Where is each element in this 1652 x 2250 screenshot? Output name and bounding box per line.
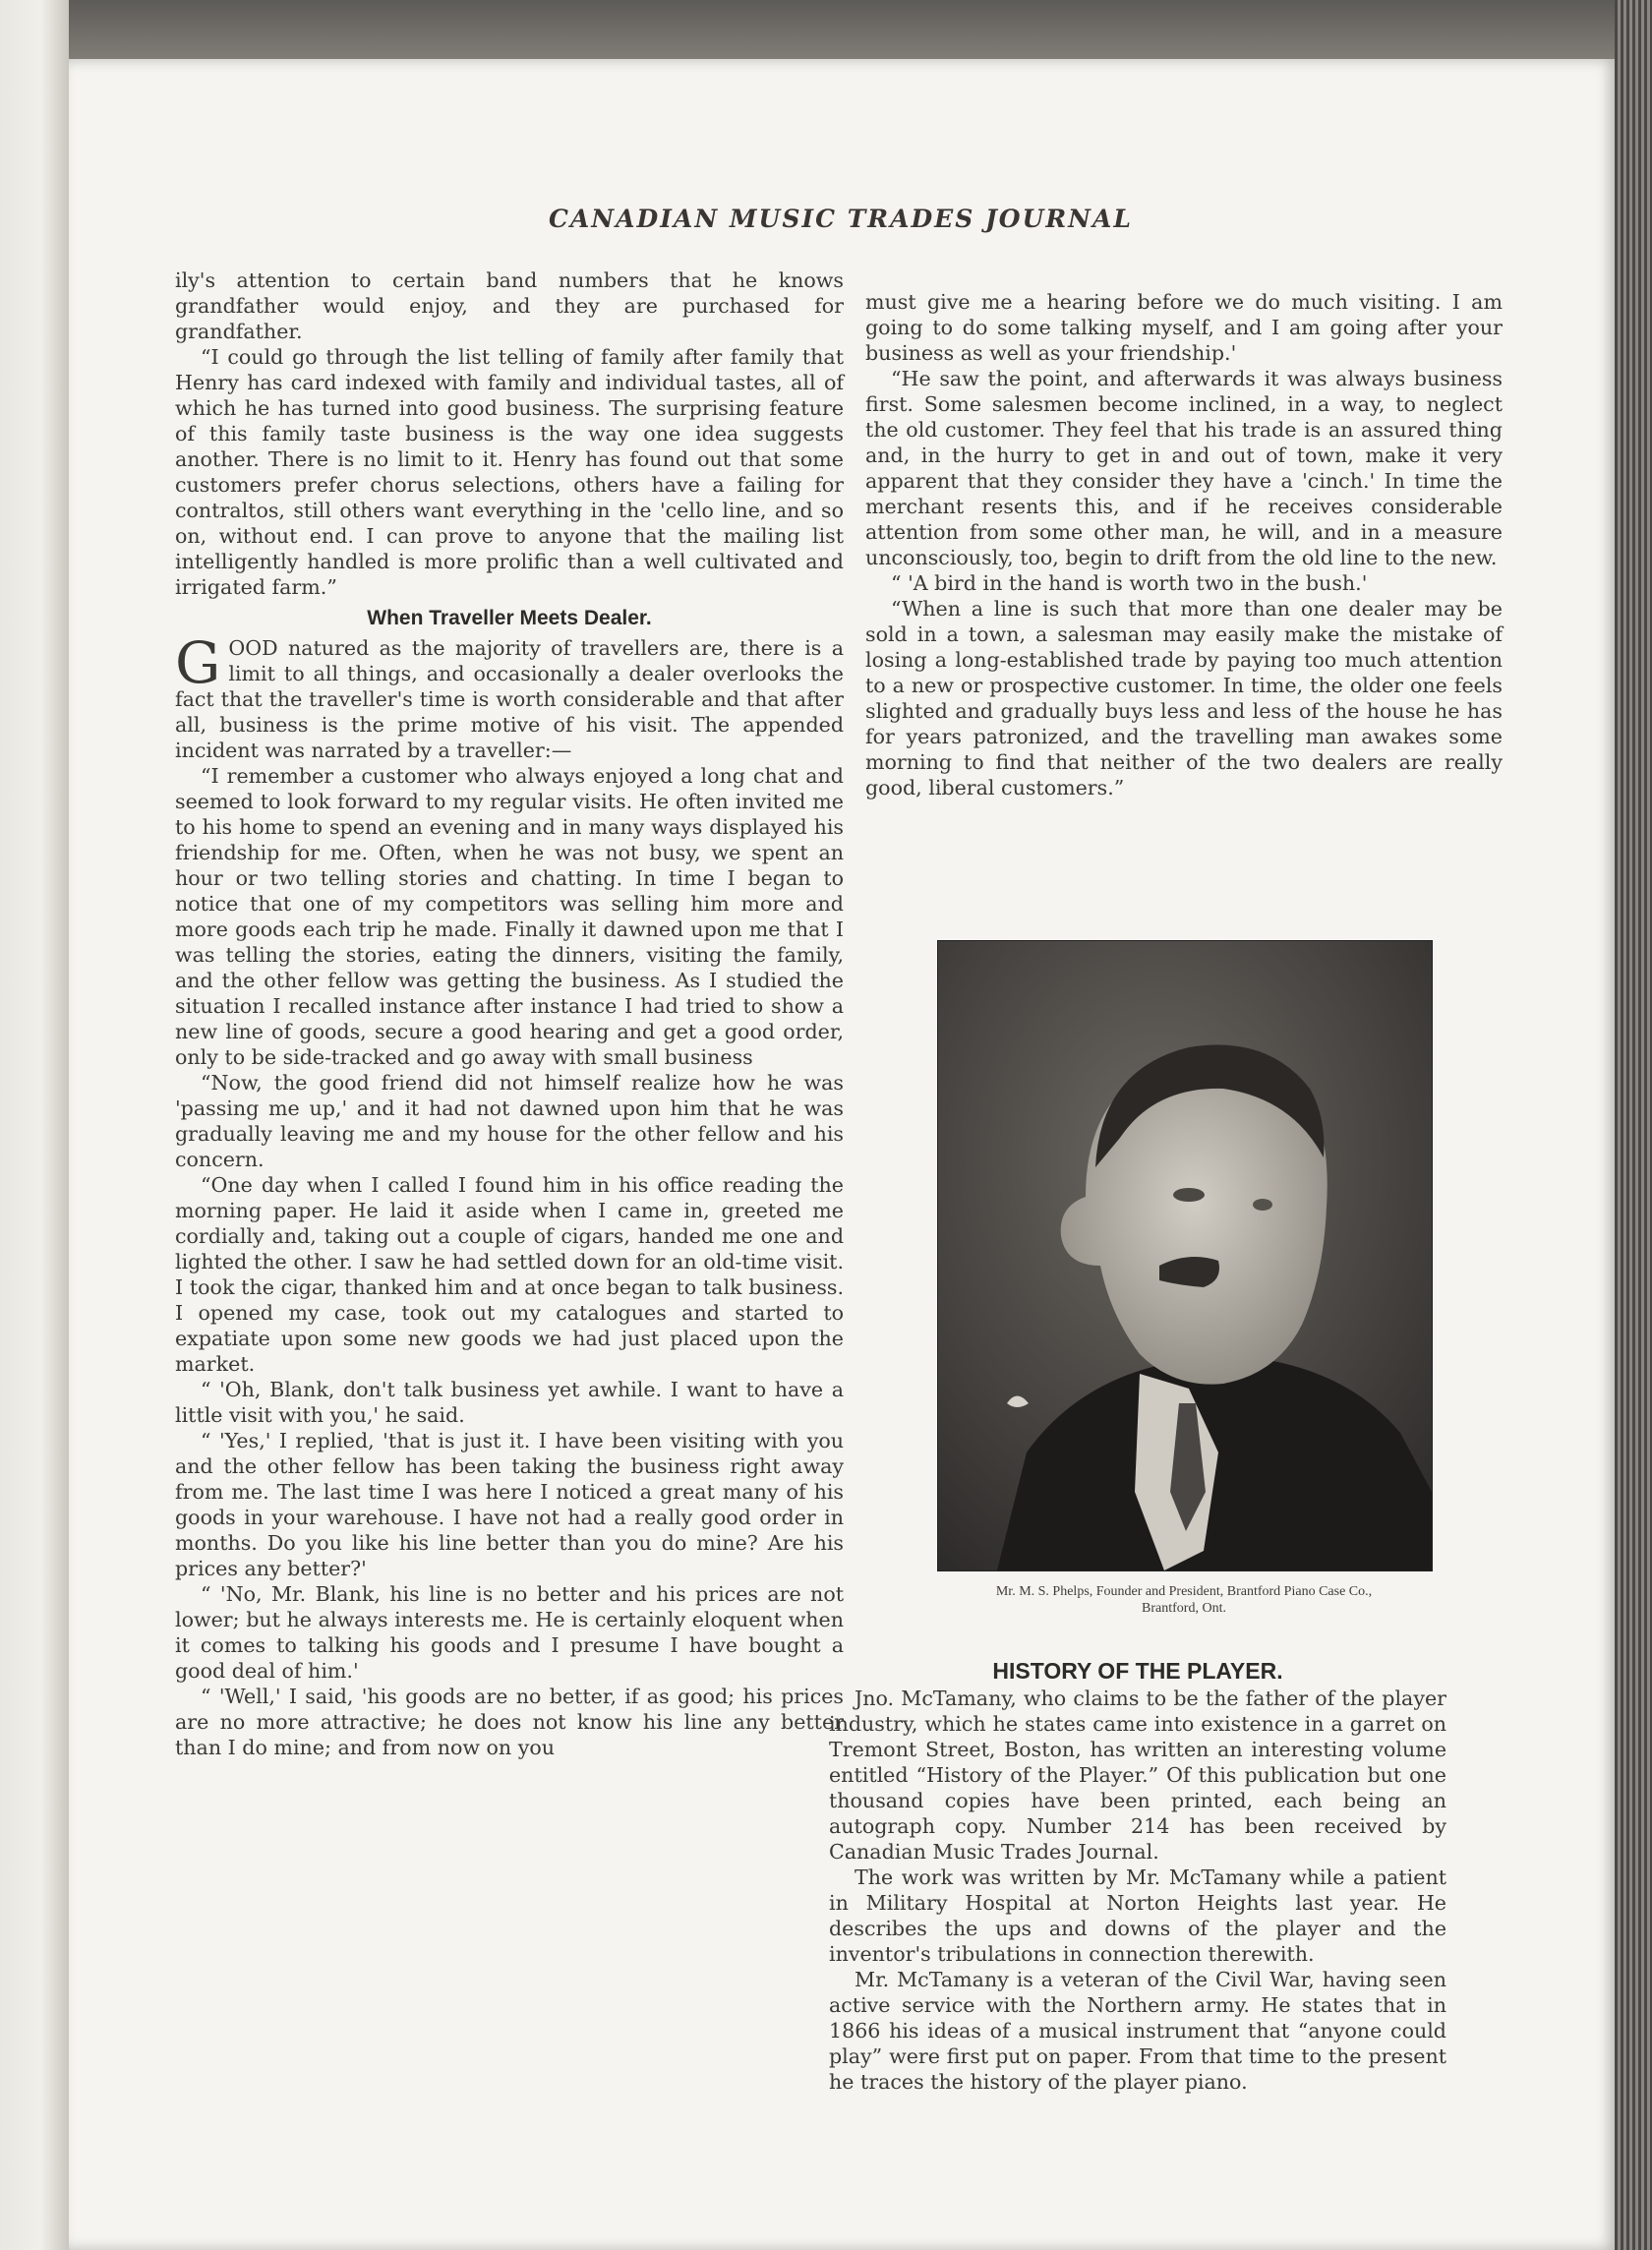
history-title: HISTORY OF THE PLAYER. [992, 1658, 1283, 1684]
paragraph: Mr. McTamany is a veteran of the Civil War, having seen active service with the Northern army. He states that in 1866 his ideas of a musical instrument that “anyone could play” were first put on paper. From that time to the present he traces the history of the player piano. [829, 1968, 1446, 2094]
drop-cap: G [175, 629, 221, 696]
paragraph: The work was written by Mr. McTamany while a patient in Military Hospital at Norton Heights last year. He describes the ups and downs of the player and the inventor's tribulations in connection therewith. [829, 1865, 1446, 1966]
scan-background-top [0, 0, 1652, 59]
paragraph: “ 'Yes,' I replied, 'that is just it. I have been visiting with you and the other fellow has been taking the business right away from me. The last time I was here I noticed a great many of his goods in your warehouse. I have not had a really good order in months. Do you like his line better than you do mine? Are his prices any better?' [175, 1429, 844, 1580]
caption-line: Mr. M. S. Phelps, Founder and President, Brantford Piano Case Co., [995, 1584, 1373, 1599]
page-edges [1615, 0, 1652, 2250]
paragraph: “ 'Oh, Blank, don't talk business yet awhile. I want to have a little visit with you,' he said. [175, 1378, 844, 1427]
portrait-image [938, 941, 1432, 1570]
paragraph: must give me a hearing before we do much visiting. I am going to do some talking myself, and I am going after your business as well as your friendship.' [865, 290, 1503, 365]
book-spine [0, 0, 69, 2250]
paragraph: “He saw the point, and afterwards it was always business first. Some salesmen become inclined, in a way, to neglect the old customer. They feel that his trade is an assured thing and, in the hurry to get in and out of town, make it very apparent that they consider they have a 'cinch.' In time the merchant resents this, and if he receives considerable attention from some other man, he will, and in a measure unconsciously, too, begin to drift from the old line to the new. [865, 367, 1503, 569]
photo-caption [869, 1583, 1499, 1617]
paragraph: “When a line is such that more than one dealer may be sold in a town, a salesman may easily make the mistake of losing a long-established trade by paying too much attention to a new or prospective customer. In time, the older one feels slighted and gradually buys less and less of the house he has for years patronized, and the travelling man awakes some morning to find that neither of the two dealers are really good, liberal customers.” [865, 597, 1503, 799]
lead-paragraph-text: OOD natured as the majority of travellers are, there is a limit to all things, and occasionally a dealer overlooks the fact that the traveller's time is worth considerable and that after all, business is the prime motive of his visit. The appended incident was narrated by a traveller:— [175, 636, 844, 762]
portrait-photo [937, 940, 1433, 1571]
paragraph: “ 'Well,' I said, 'his goods are no better, if as good; his prices are no more attractive; he does not know his line any better than I do mine; and from now on you [175, 1685, 844, 1759]
paragraph: ily's attention to certain band numbers that he knows grandfather would enjoy, and they are purchased for grandfather. [175, 268, 844, 343]
right-column-bottom [829, 1658, 1446, 2095]
paragraph: “I could go through the list telling of family after family that Henry has card indexed with family and individual tastes, all of which he has turned into good business. The surprising feature of this family taste business is the way one idea suggests another. There is no limit to it. Henry has found out that some customers prefer chorus selections, others have a failing for contraltos, still others want everything in the 'cello line, and so on, without end. I can prove to anyone that the mailing list intelligently handled is more prolific than a well cultivated and irrigated farm.” [175, 345, 844, 599]
lead-paragraph [175, 629, 844, 763]
paragraph: “ 'A bird in the hand is worth two in the bush.' [891, 571, 1368, 595]
running-header: CANADIAN MUSIC TRADES JOURNAL [549, 205, 1133, 233]
paragraph: “Now, the good friend did not himself realize how he was 'passing me up,' and it had not dawned upon him that he was gradually leaving me and my house for the other fellow and his concern. [175, 1071, 844, 1171]
section-title: When Traveller Meets Dealer. [367, 607, 652, 629]
paragraph: “I remember a customer who always enjoyed a long chat and seemed to look forward to my regular visits. He often invited me to his home to spend an evening and in many ways displayed his friendship for me. Often, when he was not busy, we spent an hour or two telling stories and chatting. In time I began to notice that one of my competitors was selling him more and more goods each trip he made. Finally it dawned upon me that I was telling the stories, eating the dinners, visiting the family, and the other fellow was getting the business. As I studied the situation I recalled instance after instance I had tried to show a new line of goods, secure a good hearing and get a good order, only to be side-tracked and go away with small business [175, 764, 844, 1069]
paragraph: “ 'No, Mr. Blank, his line is no better and his prices are not lower; but he always interests me. He is certainly eloquent when it comes to talking his goods and I presume I have bought a good deal of him.' [175, 1582, 844, 1683]
left-column [175, 267, 844, 1760]
paragraph: Jno. McTamany, who claims to be the father of the player industry, which he states came into existence in a garret on Tremont Street, Boston, has written an interesting volume entitled “History of the Player.” Of this publication but one thousand copies have been printed, each being an autograph copy. Number 214 has been received by Canadian Music Trades Journal. [829, 1687, 1446, 1864]
paragraph: “One day when I called I found him in his office reading the morning paper. He laid it aside when I came in, greeted me cordially and, taking out a couple of cigars, handed me one and lighted the other. I saw he had settled down for an old-time visit. I took the cigar, thanked him and at once began to talk business. I opened my case, took out my catalogues and started to expatiate upon some new goods we had just placed upon the market. [175, 1173, 844, 1376]
right-column-top [865, 289, 1503, 800]
caption-line: Brantford, Ont. [1142, 1601, 1226, 1616]
